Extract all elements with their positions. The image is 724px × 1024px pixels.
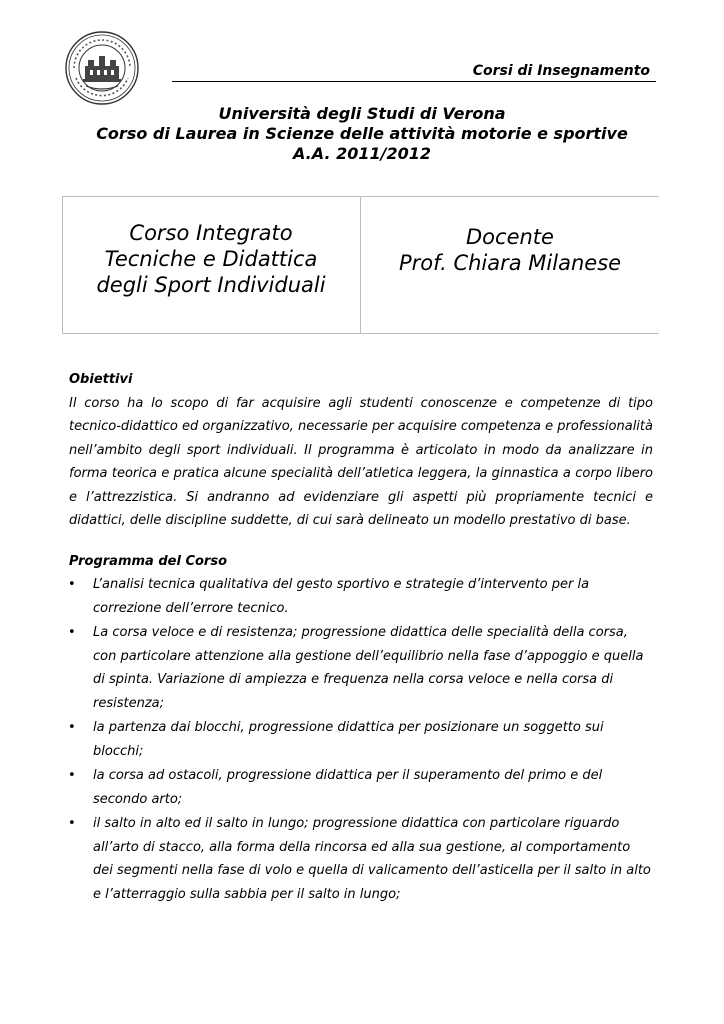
teacher-cell <box>361 197 659 333</box>
university-seal-logo <box>64 30 140 106</box>
bullet-icon: • <box>68 720 76 735</box>
objectives-heading: Obiettivi <box>69 372 133 387</box>
teacher-name: Prof. Chiara Milanese <box>398 251 622 275</box>
header-label: Corsi di Insegnamento <box>472 63 650 79</box>
list-item <box>69 764 653 811</box>
teacher-label: Docente <box>466 225 554 249</box>
list-item-text: la partenza dai blocchi, progressione didattica per posizionare un soggetto sui blocchi; <box>93 720 604 759</box>
course-line: Tecniche e Didattica <box>104 247 318 271</box>
list-item-text: il salto in alto ed il salto in lungo; progressione didattica con particolare riguardo all’arto di stacco, alla forma della rincorsa ed alla sua gestione, al comportamento dei segmenti nella fase di volo e quella di valicamento dell’asticella per il salto in alto e l’atterraggio sulla sabbia per il salto in lungo; <box>93 816 651 902</box>
bullet-icon: • <box>68 816 76 831</box>
program-heading: Programma del Corso <box>69 553 228 569</box>
course-line: Corso Integrato <box>129 221 293 245</box>
bullet-icon: • <box>68 577 76 592</box>
university-name: Università degli Studi di Verona <box>218 104 506 123</box>
degree-name: Corso di Laurea in Scienze delle attività motorie e sportive <box>96 124 628 143</box>
title-block <box>60 104 664 164</box>
header-rule <box>172 81 656 82</box>
list-item <box>69 573 653 620</box>
list-item-text: La corsa veloce e di resistenza; progressione didattica delle specialità della corsa, con particolare attenzione alla gestione dell’equilibrio nella fase d’appoggio e quella di spinta. Variazione di ampiezza e frequenza nella corsa veloce e nella corsa di resistenza; <box>93 625 644 711</box>
bullet-icon: • <box>68 625 76 640</box>
list-item <box>69 812 653 906</box>
course-line: degli Sport Individuali <box>96 273 326 297</box>
bullet-icon: • <box>68 768 76 783</box>
course-content <box>69 368 653 907</box>
list-item-text: la corsa ad ostacoli, progressione didattica per il superamento del primo e del secondo arto; <box>93 768 603 807</box>
list-item <box>69 621 653 715</box>
course-info-box <box>62 196 659 334</box>
course-cell <box>63 197 359 333</box>
list-item <box>69 716 653 763</box>
list-item-text: L’analisi tecnica qualitativa del gesto sportivo e strategie d’intervento per la correzione dell’errore tecnico. <box>93 577 590 616</box>
program-list <box>69 573 653 906</box>
objectives-text: Il corso ha lo scopo di far acquisire agli studenti conoscenze e competenze di tipo tecnico-didattico ed organizzativo, necessarie per acquisire competenza e professionalità nell’ambito degli sport individuali. Il programma è articolato in modo da analizzare in forma teorica e pratica alcune specialità dell’atletica leggera, la ginnastica a corpo libero e l’attrezzistica. Si andranno ad evidenziare gli aspetti più propriamente tecnici e didattici, delle discipline suddette, di cui sarà delineato un modello prestativo di base. <box>69 395 653 528</box>
academic-year: A.A. 2011/2012 <box>293 144 431 163</box>
